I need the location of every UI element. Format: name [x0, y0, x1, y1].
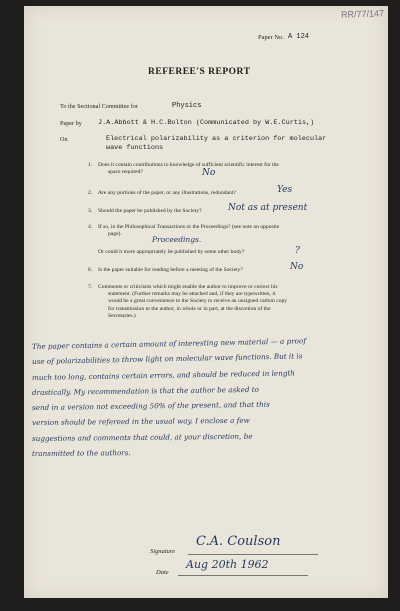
comment-line: drastically. My recommendation is that the author be asked to	[31, 384, 260, 397]
answer-2: Yes	[277, 185, 293, 195]
paper-by-label: Paper by	[60, 120, 82, 127]
signature-value: C.A. Coulson	[196, 534, 281, 549]
date-value: Aug 20th 1962	[186, 558, 269, 571]
on-value-line1: Electrical polarizability as a criterion for molecular	[106, 135, 327, 143]
to-label: To the Sectional Committee for	[60, 103, 138, 110]
question-6: 6. Is the paper suitable for reading before a meeting of the Society?	[88, 267, 243, 273]
signature-label: Signature	[150, 548, 176, 555]
date-line	[178, 575, 308, 576]
paper-no-label: Paper No.	[258, 34, 284, 41]
date-label: Date	[156, 569, 169, 576]
comment-line: transmitted to the authors.	[31, 448, 131, 459]
on-label: On	[60, 136, 68, 143]
comment-line: much too long, contains certain errors, and should be reduced in length	[31, 368, 295, 382]
signature-line	[188, 554, 318, 555]
answer-3: Not as at present	[228, 203, 308, 213]
paper-no-value: A 124	[288, 33, 310, 41]
question-4: 4. If so, in the Philosophical Transactions or the Proceedings? (see note on opposite page).	[88, 224, 280, 238]
comment-line: suggestions and comments that could, at your discretion, be	[31, 431, 253, 443]
to-value: Physics	[172, 102, 202, 110]
comment-line: version should be refereed in the usual way. I enclose a few	[31, 416, 250, 428]
comment-line: The paper contains a certain amount of interesting new material — a proof	[31, 336, 307, 351]
answer-1: No	[202, 168, 216, 178]
question-5: Or could it more appropriately be published by some other body?	[98, 249, 245, 255]
answer-5: ?	[295, 246, 300, 256]
reference-number: RR/77/147	[340, 8, 385, 20]
page-title: REFEREE'S REPORT	[148, 67, 251, 77]
question-1: 1. Does it contain contributions to knowledge of sufficient scientific interest for the space required?	[88, 162, 279, 176]
handwritten-comments	[31, 336, 382, 461]
question-3: 3. Should the paper be published by the Society?	[88, 208, 202, 214]
question-7: 7. Comments or criticisms which might enable the author to improve or correct his statement. (Further remarks may be attached and, if they are typewritten, it would be a great convenience to the Society to receive an unsigned carbon copy for transmission to the author, in whole or in part, at the discretion of the Secretaries.)	[88, 284, 288, 319]
comment-line: use of polarizabilities to throw light on molecular wave functions. But it is	[31, 351, 303, 367]
comment-line: send in a version not exceeding 50% of the present, and that this	[31, 399, 270, 413]
answer-6: No	[290, 262, 304, 272]
answer-4: Proceedings.	[152, 235, 202, 244]
paper-by-value: J.A.Abbott & H.C.Bolton (Communicated by W.E.Curtis,)	[98, 119, 315, 127]
question-2: 2. Are any portions of the paper, or any illustrations, redundant?	[88, 190, 236, 196]
on-value-line2: wave functions	[106, 144, 164, 152]
